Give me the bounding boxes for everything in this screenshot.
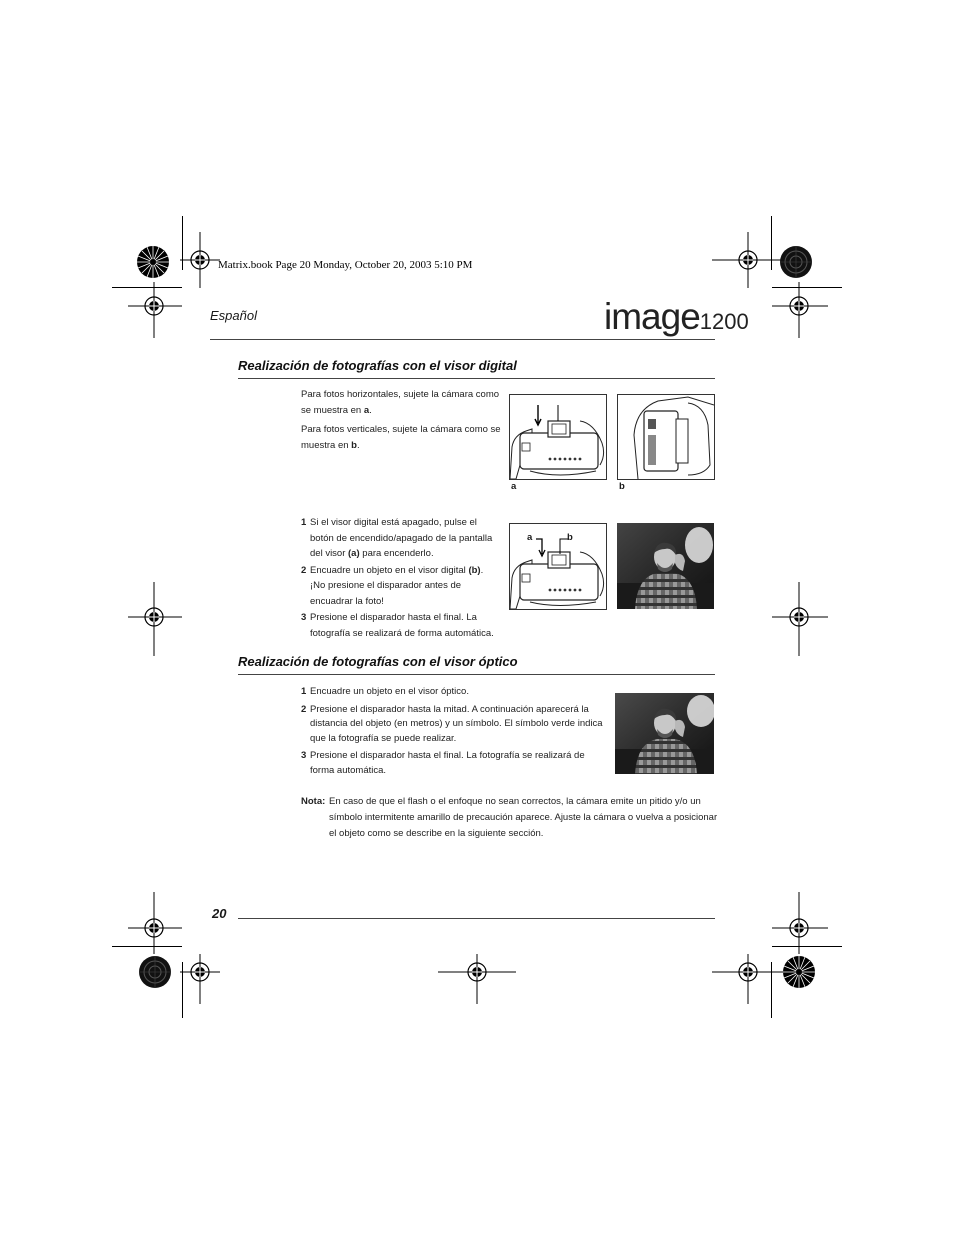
slug-line: Matrix.book Page 20 Monday, October 20, 2003 5:10 PM (218, 259, 473, 271)
language-label: Español (210, 308, 257, 323)
registration-mark-icon (180, 232, 220, 288)
digital-steps (301, 515, 501, 642)
intro-horizontal: Para fotos horizontales, sujete la cámara como se muestra en a. (301, 389, 500, 416)
intro-vertical: Para fotos verticales, sujete la cámara como se muestra en b. (301, 424, 501, 451)
section-heading-digital: Realización de fotografías con el visor digital (238, 358, 517, 373)
figure-camera-horizontal (509, 394, 607, 480)
registration-mark-icon (772, 892, 828, 954)
camera-horizontal-illustration (510, 395, 606, 479)
photo-image (617, 523, 714, 609)
color-target-icon (138, 955, 172, 989)
step-item: 3 Presione el disparador hasta el final. La fotografía se realizará de forma automática. (301, 612, 494, 639)
page-number: 20 (212, 906, 227, 921)
note-block (301, 794, 721, 842)
step-item: 2 Presione el disparador hasta la mitad. A continuación aparecerá la distancia del objeto (en metros) y un símbolo. El símbolo verde indica que la fotografía se puede realizar. (301, 703, 603, 744)
header-rule (210, 339, 715, 340)
photo-man-preview (617, 523, 714, 609)
section-rule (238, 378, 715, 379)
registration-mark-icon (438, 954, 516, 1004)
registration-mark-icon (772, 282, 828, 338)
optical-steps (301, 685, 605, 779)
callout-a: a (527, 532, 533, 543)
logo-number: 1200 (699, 309, 749, 334)
photo-image (615, 693, 714, 774)
registration-mark-icon (128, 282, 182, 338)
registration-mark-icon (128, 582, 182, 656)
step-item: 3 Presione el disparador hasta el final. La fotografía se realizará de forma automática. (301, 750, 585, 776)
product-logo (604, 296, 749, 338)
registration-mark-icon (772, 582, 828, 656)
registration-mark-icon (712, 954, 788, 1004)
step-item: 1 Si el visor digital está apagado, pulse el botón de encendido/apagado de la pantalla del visor (a) para encenderlo. (301, 517, 493, 559)
footer-rule (238, 918, 715, 919)
callout-b: b (567, 532, 573, 543)
intro-text (301, 387, 501, 457)
camera-vertical-illustration (618, 395, 714, 479)
figure-label-b: b (619, 481, 625, 492)
section-heading-optical: Realización de fotografías con el visor óptico (238, 654, 518, 669)
starburst-target-icon (782, 955, 816, 989)
figure-camera-callouts (509, 523, 607, 610)
photo-man-optical (615, 693, 714, 774)
registration-mark-icon (128, 892, 182, 954)
logo-word: image (604, 296, 700, 337)
camera-callout-illustration (510, 524, 606, 609)
figure-camera-vertical (617, 394, 715, 480)
registration-mark-icon (712, 232, 788, 288)
note-text: En caso de que el flash o el enfoque no sean correctos, la cámara emite un pitido y/o un símbolo intermitente amarillo de precaución aparece. Ajuste la cámara o vuelva a posicionar el objeto como se describe en la siguiente sección. (329, 796, 718, 839)
figure-label-a: a (511, 481, 517, 492)
step-item: 2 Encuadre un objeto en el visor digital (b). ¡No presione el disparador antes de encuadrar la foto! (301, 564, 484, 607)
registration-mark-icon (180, 954, 220, 1004)
color-target-icon (779, 245, 813, 279)
section-rule (238, 674, 715, 675)
step-item: 1 Encuadre un objeto en el visor óptico. (301, 686, 469, 697)
starburst-target-icon (136, 245, 170, 279)
note-label: Nota: (301, 796, 326, 807)
